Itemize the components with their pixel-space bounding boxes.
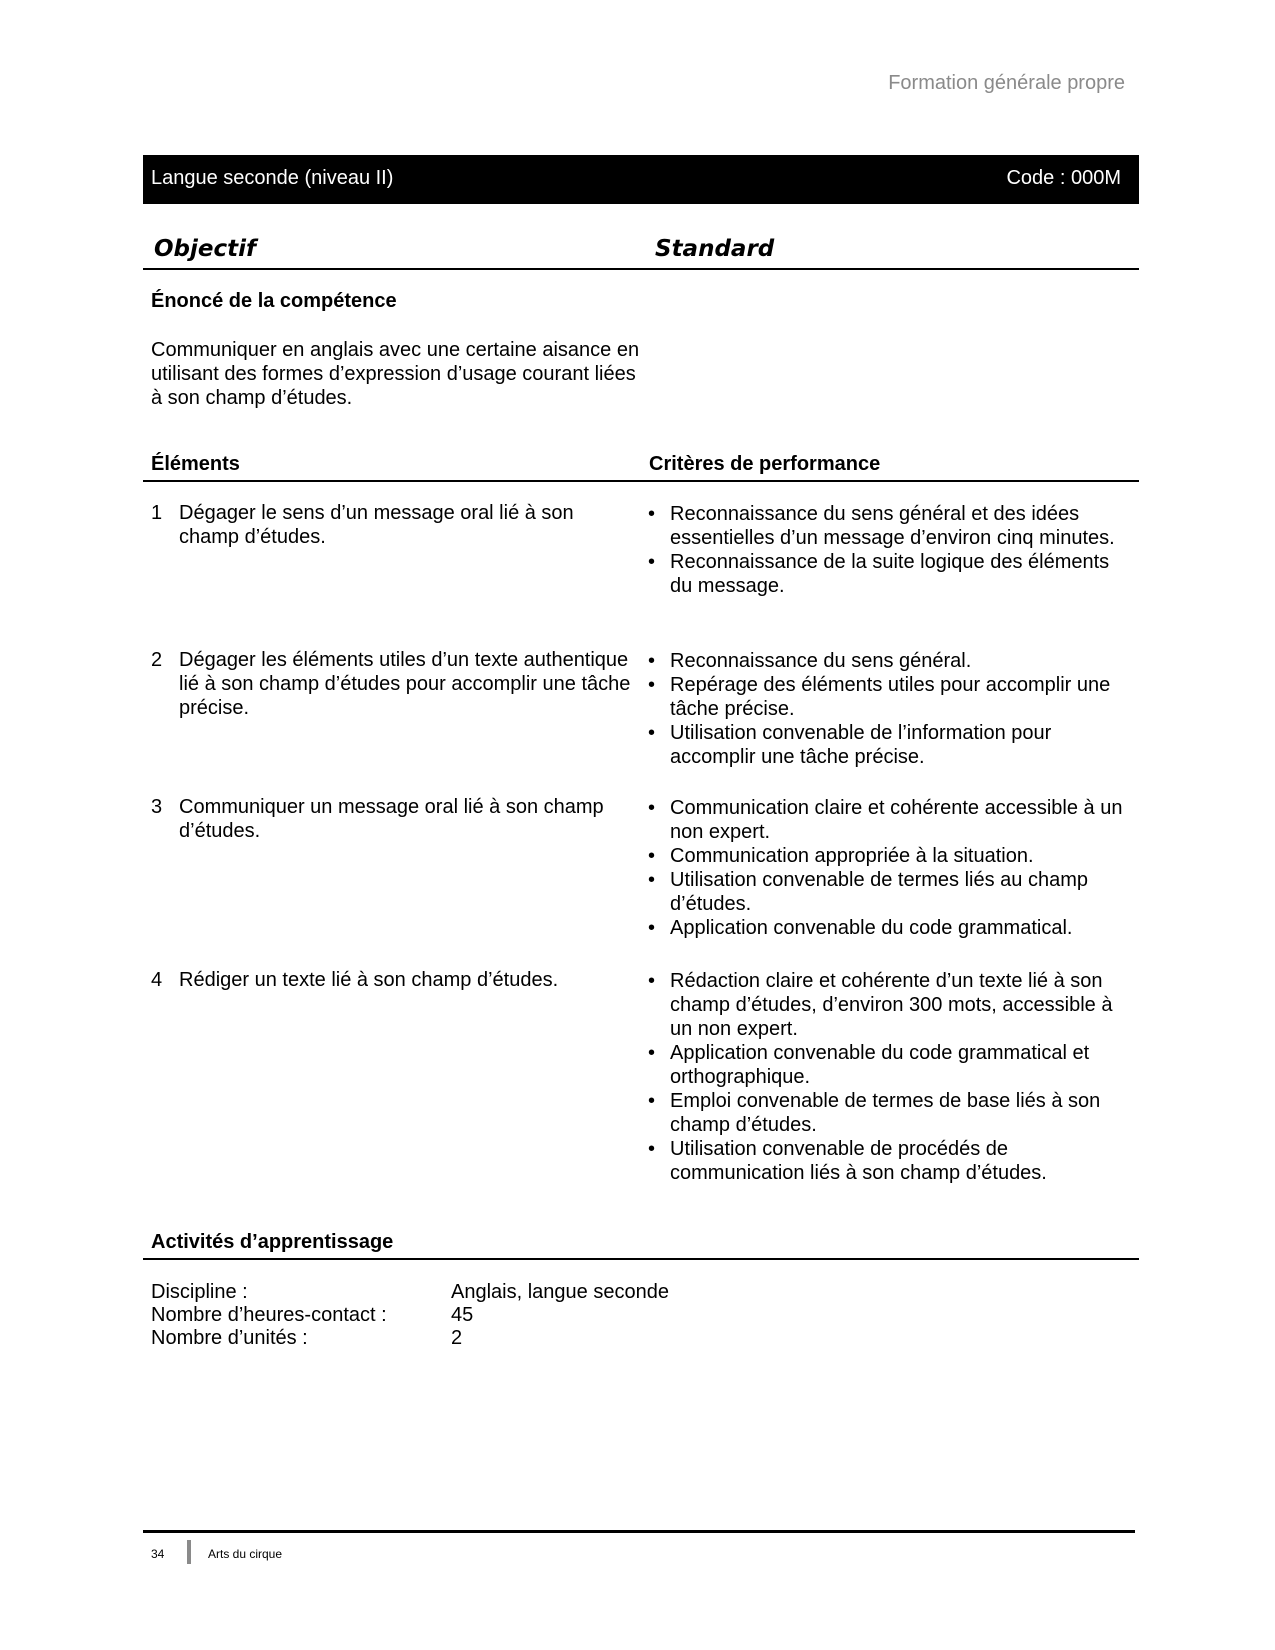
criteria-list-4 (646, 969, 1136, 1185)
criteria-list-3 (646, 796, 1136, 940)
element-text: Dégager le sens d’un message oral lié à son champ d’études. (179, 502, 574, 548)
element-text: Dégager les éléments utiles d’un texte authentique lié à son champ d’études pour accomplir une tâche précise. (179, 649, 631, 719)
criterion: • Communication claire et cohérente accessible à un non expert. (646, 796, 1136, 844)
page-number: 34 (151, 1547, 165, 1561)
footer-separator (187, 1540, 191, 1564)
criteria-heading: Critères de performance (649, 453, 881, 475)
info-row (151, 1304, 669, 1327)
running-header: Formation générale propre (888, 72, 1125, 94)
criterion: • Reconnaissance de la suite logique des éléments du message. (646, 550, 1136, 598)
criterion: • Emploi convenable de termes de base liés à son champ d’études. (646, 1089, 1136, 1137)
activites-header (143, 1228, 1139, 1260)
course-title: Langue seconde (niveau II) (151, 167, 394, 189)
objectif-standard-header (143, 232, 1139, 270)
info-value: Anglais, langue seconde (451, 1281, 669, 1303)
criteria-list-2 (646, 649, 1136, 769)
title-bar (143, 155, 1139, 204)
elements-heading: Éléments (151, 453, 240, 475)
criterion: • Utilisation convenable de procédés de communication liés à son champ d’études. (646, 1137, 1136, 1185)
info-row (151, 1281, 669, 1304)
enonce-text: Communiquer en anglais avec une certaine aisance en utilisant des formes d’expression d’usage courant liées à son champ d’études. (151, 339, 640, 409)
criterion: • Communication appropriée à la situation. (646, 844, 1136, 868)
standard-heading: Standard (655, 236, 775, 262)
criterion: • Application convenable du code grammatical et orthographique. (646, 1041, 1136, 1089)
criterion: • Reconnaissance du sens général. (646, 649, 1136, 673)
criterion: • Rédaction claire et cohérente d’un texte lié à son champ d’études, d’environ 300 mots, accessible à un non expert. (646, 969, 1136, 1041)
element-1 (151, 501, 631, 549)
element-text: Communiquer un message oral lié à son champ d’études. (179, 796, 604, 842)
program-name: Arts du cirque (208, 1547, 283, 1561)
element-3 (151, 795, 631, 843)
footer-rule (143, 1530, 1135, 1533)
element-2 (151, 648, 631, 720)
enonce-title: Énoncé de la compétence (151, 290, 397, 312)
course-info (151, 1281, 669, 1350)
criterion: • Application convenable du code grammatical. (646, 916, 1136, 940)
activites-heading: Activités d’apprentissage (151, 1231, 394, 1253)
elements-criteria-header (143, 450, 1139, 482)
element-number: 3 (151, 796, 163, 818)
info-value: 2 (451, 1327, 463, 1349)
criteria-list-1 (646, 502, 1136, 598)
criterion: • Reconnaissance du sens général et des idées essentielles d’un message d’environ cinq minutes. (646, 502, 1136, 550)
info-row (151, 1327, 669, 1350)
element-number: 1 (151, 502, 163, 524)
element-text: Rédiger un texte lié à son champ d’études. (179, 969, 559, 991)
objectif-heading: Objectif (154, 236, 257, 262)
element-number: 4 (151, 969, 163, 991)
element-number: 2 (151, 649, 163, 671)
element-4 (151, 968, 631, 992)
info-value: 45 (451, 1304, 474, 1326)
criterion: • Utilisation convenable de l’information pour accomplir une tâche précise. (646, 721, 1136, 769)
info-label: Nombre d’unités : (151, 1327, 308, 1349)
info-label: Nombre d’heures-contact : (151, 1304, 387, 1326)
course-code: Code : 000M (1006, 167, 1121, 189)
criterion: • Repérage des éléments utiles pour accomplir une tâche précise. (646, 673, 1136, 721)
info-label: Discipline : (151, 1281, 248, 1303)
criterion: • Utilisation convenable de termes liés au champ d’études. (646, 868, 1136, 916)
